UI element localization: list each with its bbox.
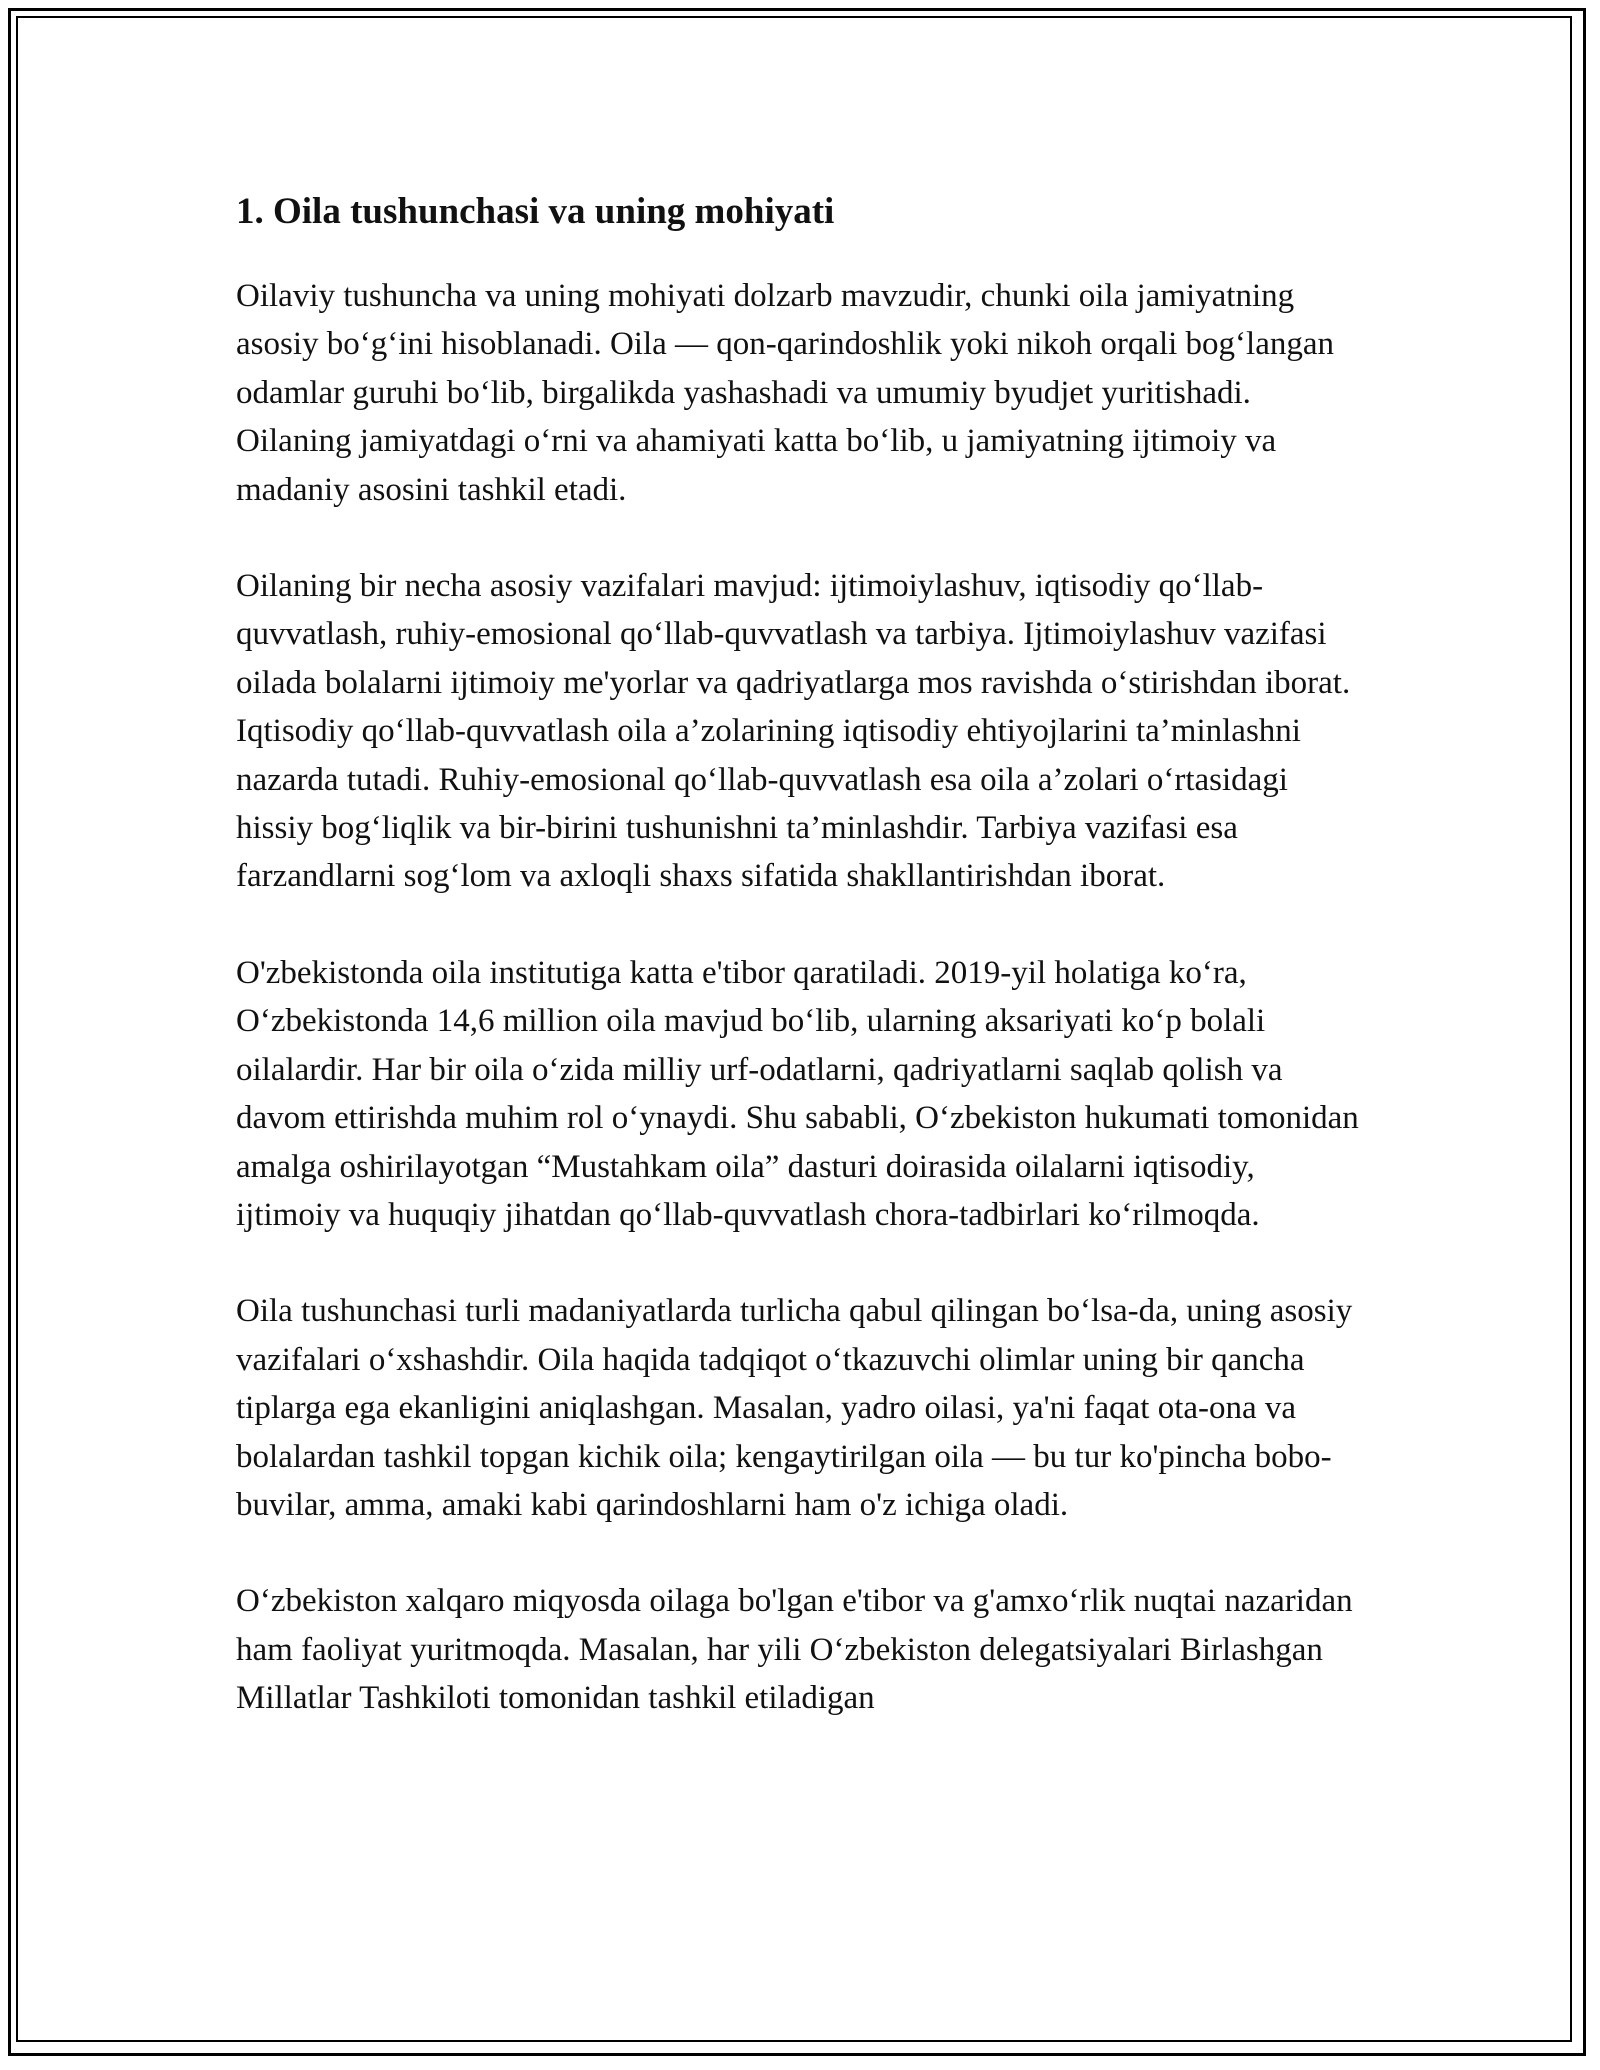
paragraph-4: Oila tushunchasi turli madaniyatlarda turlicha qabul qilingan bo‘lsa-da, uning asosiy vazifalari o‘xshashdir. Oila haqida tadqiqot o‘tkazuvchi olimlar uning bir qancha tiplarga ega ekanligini aniqlashgan. Masalan, yadro oilasi, ya'ni faqat ota-ona va bolalardan tashkil topgan kichik oila; kengaytirilgan oila — bu tur ko'pincha bobo-buvilar, amma, amaki kabi qarindoshlarni ham o'z ichiga oladi. (236, 1293, 1353, 1523)
document-body (236, 186, 1366, 1771)
paragraph-2: Oilaning bir necha asosiy vazifalari mavjud: ijtimoiylashuv, iqtisodiy qo‘llab-quvvatlash, ruhiy-emosional qo‘llab-quvvatlash va tarbiya. Ijtimoiylashuv vazifasi oilada bolalarni ijtimoiy me'yorlar va qadriyatlarga mos ravishda o‘stirishdan iborat. Iqtisodiy qo‘llab-quvvatlash oila a’zolarining iqtisodiy ehtiyojlarini ta’minlashni nazarda tutadi. Ruhiy-emosional qo‘llab-quvvatlash esa oila a’zolari o‘rtasidagi hissiy bog‘liqlik va bir-birini tushunishni ta’minlashdir. Tarbiya vazifasi esa farzandlarni sog‘lom va axloqli shaxs sifatida shakllantirishdan iborat. (236, 568, 1351, 895)
paragraph-5: O‘zbekiston xalqaro miqyosda oilaga bo'lgan e'tibor va g'amxo‘rlik nuqtai nazaridan ham faoliyat yuritmoqda. Masalan, har yili O‘zbekiston delegatsiyalari Birlashgan Millatlar Tashkiloti tomonidan tashkil etiladigan (236, 1583, 1353, 1717)
paragraph-3: O'zbekistonda oila institutiga katta e'tibor qaratiladi. 2019-yil holatiga ko‘ra, O‘zbekistonda 14,6 million oila mavjud bo‘lib, ularning aksariyati ko‘p bolali oilalardir. Har bir oila o‘zida milliy urf-odatlarni, qadriyatlarni saqlab qolish va davom ettirishda muhim rol o‘ynaydi. Shu sababli, O‘zbekiston hukumati tomonidan amalga oshirilayotgan “Mustahkam oila” dasturi doirasida oilalarni iqtisodiy, ijtimoiy va huquqiy jihatdan qo‘llab-quvvatlash chora-tadbirlari ko‘rilmoqda. (236, 954, 1359, 1233)
paragraph-1: Oilaviy tushuncha va uning mohiyati dolzarb mavzudir, chunki oila jamiyatning asosiy bo‘g‘ini hisoblanadi. Oila — qon-qarindoshlik yoki nikoh orqali bog‘langan odamlar guruhi bo‘lib, birgalikda yashashadi va umumiy byudjet yuritishadi. Oilaning jamiyatdagi o‘rni va ahamiyati katta bo‘lib, u jamiyatning ijtimoiy va madaniy asosini tashkil etadi. (236, 278, 1335, 508)
section-heading: 1. Oila tushunchasi va uning mohiyati (236, 191, 835, 232)
